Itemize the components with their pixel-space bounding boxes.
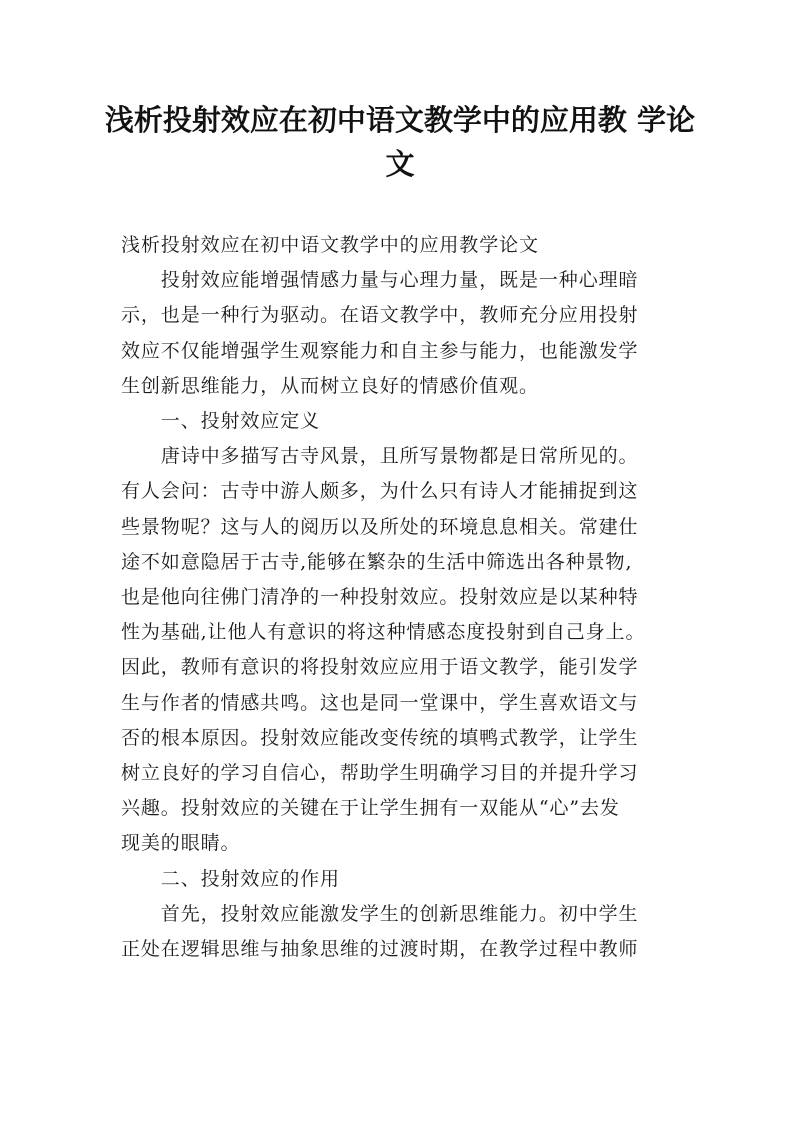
paragraph-line: 首先，投射效应能激发学生的创新思维能力。初中学生 — [121, 902, 639, 925]
document-title-line-1: 浅析投射效应在初中语文教学中的应用教 — [104, 103, 627, 137]
paragraph-line: 唐诗中多描写古寺风景，且所写景物都是日常所见的。 — [121, 445, 639, 468]
paragraph-line: 生创新思维能力，从而树立良好的情感价值观。 — [121, 374, 539, 397]
paragraph-definition — [121, 439, 701, 861]
document-body — [121, 228, 701, 967]
paragraph-line: 树立良好的学习自信心，帮助学生明确学习目的并提升学习 — [121, 762, 639, 785]
paragraph-line: 因此，教师有意识的将投射效应应用于语文教学，能引发学 — [121, 656, 639, 679]
paragraph-line: 些景物呢？这与人的阅历以及所处的环境息息相关。常建仕 — [121, 515, 639, 538]
paragraph-line: 途不如意隐居于古寺,能够在繁杂的生活中筛选出各种景物, — [121, 550, 633, 573]
document-subtitle: 浅析投射效应在初中语文教学中的应用教学论文 — [121, 234, 539, 256]
paragraph-line: 有人会问：古寺中游人颇多，为什么只有诗人才能捕捉到这 — [121, 480, 639, 503]
paragraph-line: 兴趣。投射效应的关键在于让学生拥有一双能从“心”去发 — [121, 797, 620, 820]
section-heading-line: 一、投射效应定义 — [121, 410, 321, 433]
section-heading-2 — [121, 862, 701, 897]
document-title — [100, 98, 700, 186]
paragraph-intro — [121, 263, 701, 404]
section-heading-line: 二、投射效应的作用 — [121, 867, 340, 890]
paragraph-function — [121, 897, 701, 967]
paragraph-line: 现美的眼睛。 — [121, 832, 241, 855]
paragraph-line: 示，也是一种行为驱动。在语文教学中，教师充分应用投射 — [121, 304, 639, 327]
paragraph-line: 性为基础,让他人有意识的将这种情感态度投射到自己身上。 — [121, 621, 646, 644]
paragraph-line: 否的根本原因。投射效应能改变传统的填鸭式教学，让学生 — [121, 726, 639, 749]
document-title-line-2: 学论文 — [385, 103, 696, 181]
section-heading-1 — [121, 404, 701, 439]
paragraph-line: 正处在逻辑思维与抽象思维的过渡时期，在教学过程中教师 — [121, 938, 639, 961]
paragraph-line: 投射效应能增强情感力量与心理力量，既是一种心理暗 — [121, 269, 639, 292]
paragraph-line: 生与作者的情感共鸣。这也是同一堂课中，学生喜欢语文与 — [121, 691, 639, 714]
paragraph-line: 效应不仅能增强学生观察能力和自主参与能力，也能激发学 — [121, 339, 639, 362]
paragraph-line: 也是他向往佛门清净的一种投射效应。投射效应是以某种特 — [121, 586, 639, 609]
